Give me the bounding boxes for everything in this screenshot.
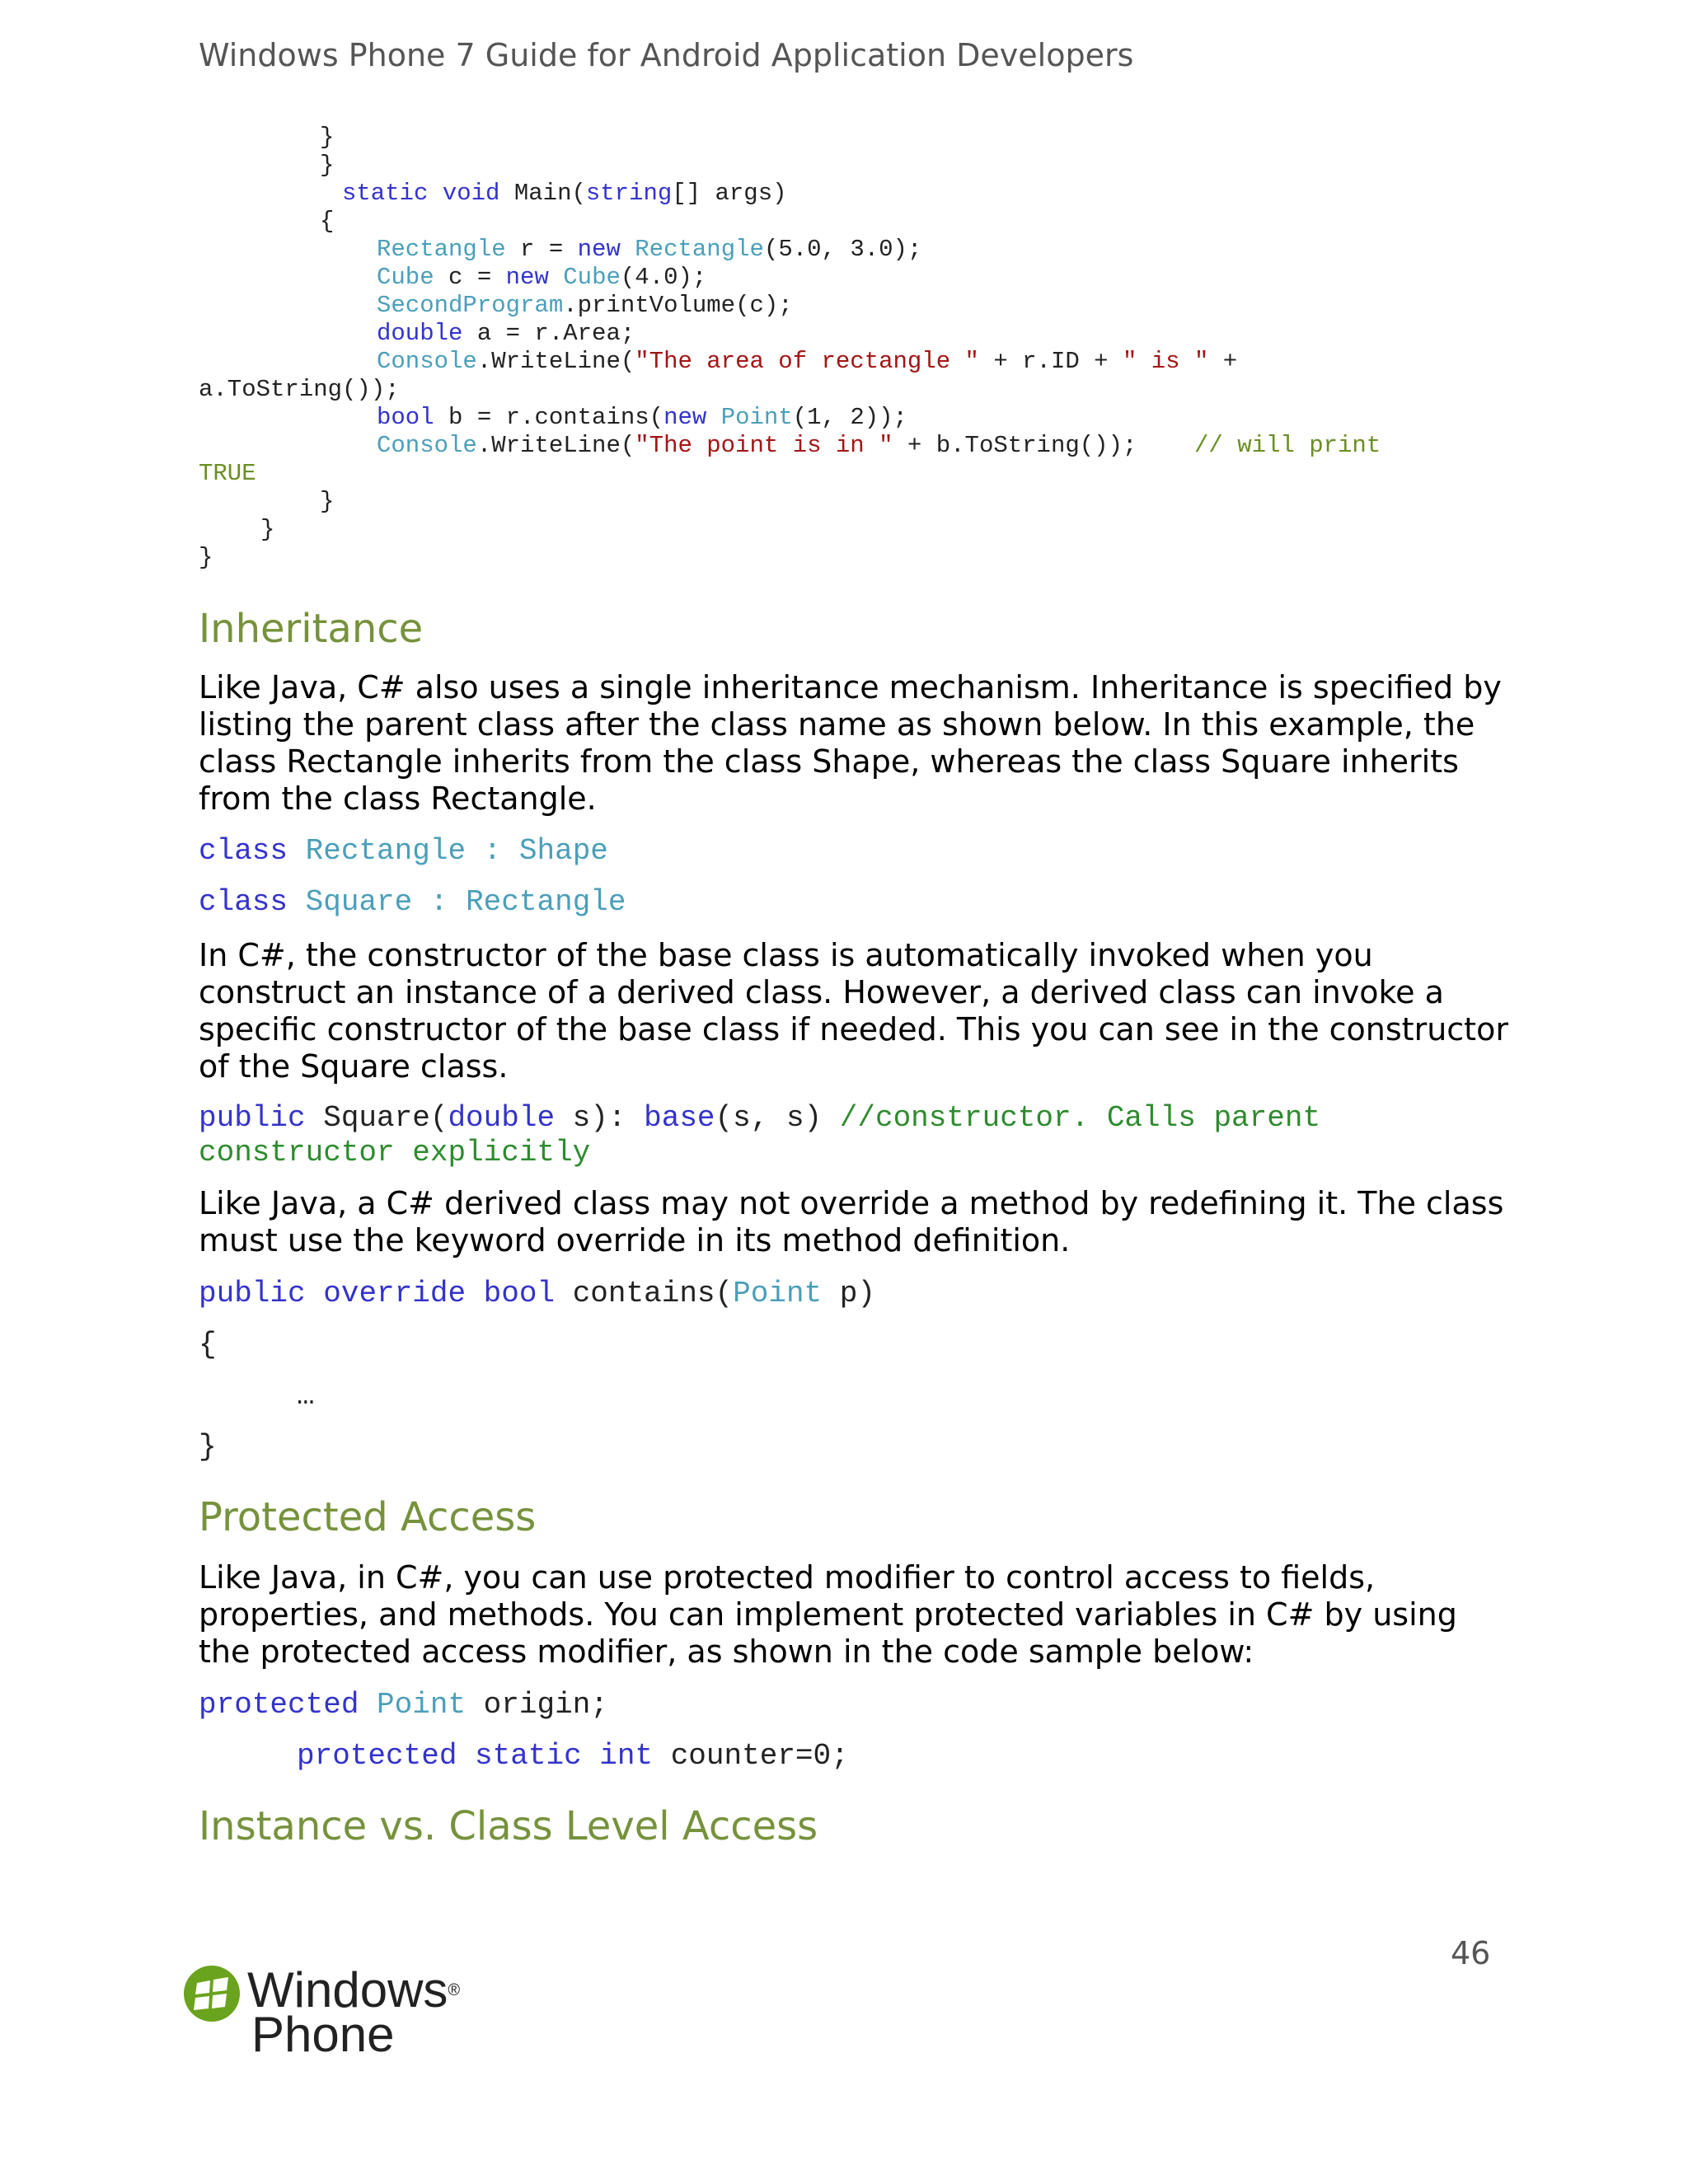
running-header: Windows Phone 7 Guide for Android Application Developers (199, 37, 1134, 73)
code-line: } (320, 124, 335, 151)
code-line: public override bool contains(Point p) (199, 1277, 875, 1310)
code-line: constructor explicitly (199, 1136, 591, 1169)
paragraph: Like Java, C# also uses a single inheritance mechanism. Inheritance is specified by listing the parent class after the class name as shown below. In this example, the class Rectangle inherits from the class Shape, whereas the class Square inherits from the class Rectangle. (199, 669, 1502, 817)
code-line: protected static int counter=0; (297, 1739, 849, 1773)
logo-text-phone: Phone (251, 2007, 395, 2062)
code-line: SecondProgram.printVolume(c); (377, 292, 793, 319)
code-line: class Rectangle : Shape (199, 834, 608, 868)
code-line: } (320, 152, 335, 179)
code-line: } (260, 516, 275, 543)
code-line: a.ToString()); (199, 376, 400, 403)
code-line: … (297, 1379, 315, 1413)
heading-inheritance: Inheritance (199, 606, 424, 652)
code-line: static void Main(string[] args) (342, 180, 787, 207)
code-line: Console.WriteLine("The area of rectangle " + r.ID + " is " + (377, 348, 1238, 375)
logo-text-windows: Windows® (247, 1962, 461, 2018)
code-line: { (320, 208, 335, 235)
paragraph: In C#, the constructor of the base class is automatically invoked when you construct an instance of a derived class. However, a derived class can invoke a specific constructor of the base class if needed. This you can see in the constructor of the Square class. (199, 937, 1508, 1085)
paragraph: Like Java, in C#, you can use protected modifier to control access to fields, properties, and methods. You can implement protected variables in C# by using the protected access modifier, as shown in the code sample below: (199, 1559, 1457, 1670)
code-line: TRUE (199, 460, 256, 487)
paragraph: Like Java, a C# derived class may not override a method by redefining it. The class must use the keyword override in its method definition. (199, 1185, 1504, 1258)
code-line: Rectangle r = new Rectangle(5.0, 3.0); (377, 236, 922, 263)
code-line: Cube c = new Cube(4.0); (377, 264, 707, 291)
code-line: { (199, 1328, 217, 1361)
windows-flag-icon (183, 1965, 241, 2022)
registered-mark: ® (448, 1981, 461, 1999)
code-line: class Square : Rectangle (199, 885, 626, 919)
code-line: Console.WriteLine("The point is in " + b.ToString()); // will print (377, 432, 1381, 459)
page-number: 46 (1451, 1935, 1491, 1971)
code-line: protected Point origin; (199, 1688, 608, 1722)
code-line: } (320, 488, 335, 515)
heading-instance-vs-class: Instance vs. Class Level Access (199, 1803, 818, 1849)
code-line: } (199, 544, 213, 571)
code-line: public Square(double s): base(s, s) //constructor. Calls parent (199, 1101, 1321, 1135)
code-line: double a = r.Area; (377, 320, 635, 347)
heading-protected-access: Protected Access (199, 1494, 537, 1540)
code-line: } (199, 1430, 217, 1464)
code-line: bool b = r.contains(new Point(1, 2)); (377, 404, 907, 431)
